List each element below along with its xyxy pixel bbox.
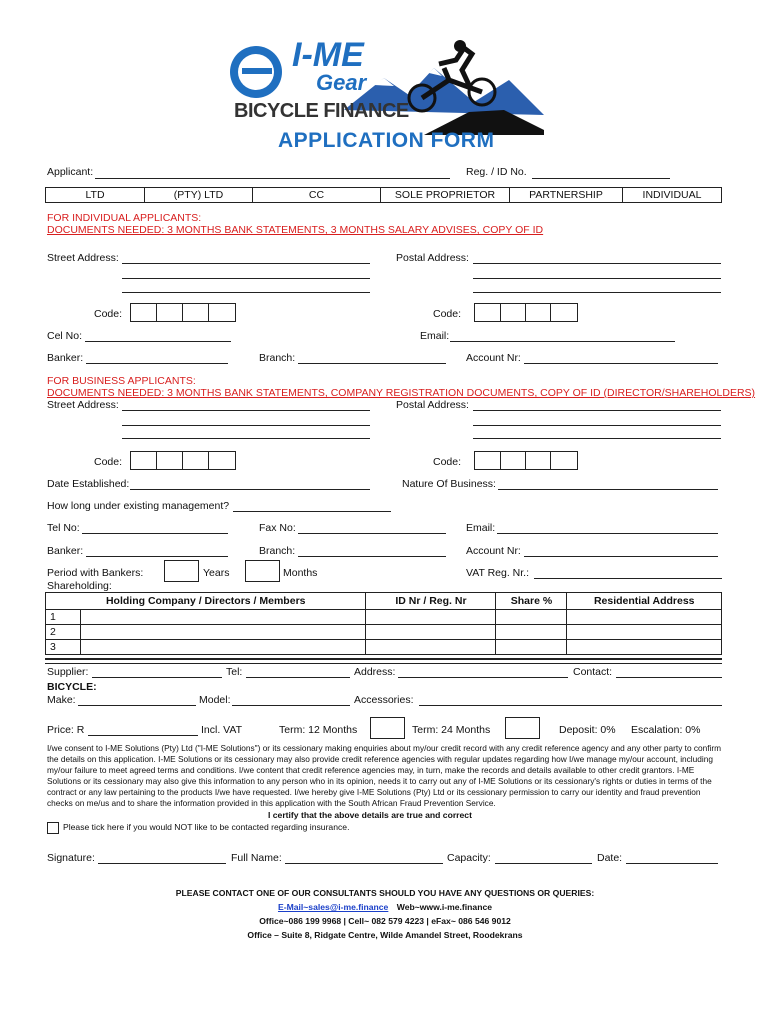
term12-label: Term: 12 Months	[279, 724, 358, 736]
bus-postal-field-1[interactable]	[473, 410, 721, 411]
certify-text: I certify that the above details are true and correct	[268, 810, 472, 820]
bus-nature-label: Nature Of Business:	[402, 478, 496, 490]
escalation-label: Escalation: 0%	[631, 724, 701, 736]
address-cell[interactable]	[567, 610, 722, 625]
footer	[0, 886, 770, 942]
bus-management-field[interactable]	[233, 511, 391, 512]
applicant-field[interactable]	[95, 178, 450, 179]
supplier-address-field[interactable]	[398, 677, 568, 678]
bus-tel-label: Tel No:	[47, 522, 80, 534]
ind-street-field-3[interactable]	[122, 292, 370, 293]
entity-type-pty-ltd[interactable]: (PTY) LTD	[145, 188, 253, 203]
ind-branch-label: Branch:	[259, 352, 296, 364]
bus-account-field[interactable]	[524, 556, 718, 557]
model-label: Model:	[199, 694, 231, 706]
logo-brand: I-ME	[292, 36, 364, 74]
make-label: Make:	[47, 694, 76, 706]
logo-sub: Gear	[316, 70, 367, 95]
bicycle-heading: BICYCLE:	[47, 681, 97, 693]
signature-label: Signature:	[47, 852, 95, 864]
supplier-field[interactable]	[92, 677, 222, 678]
bus-account-label: Account Nr:	[466, 545, 521, 557]
make-field[interactable]	[78, 705, 196, 706]
address-cell[interactable]	[567, 625, 722, 640]
price-label: Price: R	[47, 724, 85, 736]
sig-date-label: Date:	[597, 852, 623, 864]
bus-period-label: Period with Bankers:	[47, 567, 144, 579]
ind-postal-field-1[interactable]	[473, 263, 721, 264]
footer-web: Web~www.i-me.finance	[396, 902, 493, 912]
header-share: Share %	[496, 593, 567, 610]
shareholding-table	[45, 592, 722, 655]
bus-branch-label: Branch:	[259, 545, 296, 557]
business-docs: DOCUMENTS NEEDED: 3 MONTHS BANK STATEMENTS, COMPANY REGISTRATION DOCUMENTS, COPY OF ID (DIRECTOR/SHAREHOLDERS)	[47, 387, 756, 399]
share-cell[interactable]	[496, 625, 567, 640]
entity-type-individual[interactable]: INDIVIDUAL	[623, 188, 722, 203]
bus-street-field-1[interactable]	[122, 410, 370, 411]
business-heading: FOR BUSINESS APPLICANTS:	[47, 375, 196, 387]
reg-id-label: Reg. / ID No.	[466, 166, 527, 178]
footer-contact-note: PLEASE CONTACT ONE OF OUR CONSULTANTS SHOULD YOU HAVE ANY QUESTIONS OR QUERIES:	[175, 888, 595, 898]
insurance-checkbox[interactable]	[47, 822, 59, 834]
shareholding-label: Shareholding:	[47, 580, 112, 592]
id-cell[interactable]	[366, 640, 496, 655]
bus-email-label: Email:	[466, 522, 496, 534]
footer-office: Office – Suite 8, Ridgate Centre, Wilde Amandel Street, Roodekrans	[247, 930, 523, 940]
holding-cell[interactable]	[81, 640, 366, 655]
bus-date-field[interactable]	[130, 489, 370, 490]
header-address: Residential Address	[567, 593, 722, 610]
section-divider	[45, 658, 722, 664]
ind-postal-field-2[interactable]	[473, 278, 721, 279]
bus-postal-field-3[interactable]	[473, 438, 721, 439]
bus-years-label: Years	[203, 567, 230, 579]
header-id: ID Nr / Reg. Nr	[366, 593, 496, 610]
deposit-label: Deposit: 0%	[559, 724, 616, 736]
holding-cell[interactable]	[81, 625, 366, 640]
bus-period-years-box[interactable]	[164, 560, 199, 582]
entity-type-partnership[interactable]: PARTNERSHIP	[510, 188, 623, 203]
capacity-field[interactable]	[495, 863, 592, 864]
bus-street-field-3[interactable]	[122, 438, 370, 439]
model-field[interactable]	[232, 705, 350, 706]
header-holding: Holding Company / Directors / Members	[46, 593, 366, 610]
sig-date-field[interactable]	[626, 863, 718, 864]
bus-branch-field[interactable]	[298, 556, 446, 557]
individual-docs: DOCUMENTS NEEDED: 3 MONTHS BANK STATEMENTS, 3 MONTHS SALARY ADVISES, COPY OF ID	[47, 224, 544, 236]
bus-vat-field[interactable]	[534, 578, 722, 579]
ind-banker-label: Banker:	[47, 352, 84, 364]
ind-postal-field-3[interactable]	[473, 292, 721, 293]
bus-fax-field[interactable]	[298, 533, 446, 534]
ind-street-field-1[interactable]	[122, 263, 370, 264]
bus-postal-field-2[interactable]	[473, 425, 721, 426]
bus-street-code-label: Code:	[94, 456, 123, 468]
address-cell[interactable]	[567, 640, 722, 655]
shareholding-header-row	[46, 593, 722, 610]
ind-banker-field[interactable]	[86, 363, 228, 364]
fullname-field[interactable]	[285, 863, 443, 864]
bus-banker-field[interactable]	[86, 556, 228, 557]
reg-id-field[interactable]	[532, 178, 670, 179]
ind-account-label: Account Nr:	[466, 352, 521, 364]
supplier-contact-field[interactable]	[616, 677, 722, 678]
capacity-label: Capacity:	[447, 852, 491, 864]
bus-postal-code-box[interactable]	[474, 451, 578, 470]
share-cell[interactable]	[496, 640, 567, 655]
consent-text: I/we consent to I-ME Solutions (Pty) Ltd ("I-ME Solutions") or its cessionary making enquiries about my/our credit record with any credit reference agency and any other party to confirm the details on this application. I-ME Solutions or its cessionary may also provide credit reference agencies with regular updates regarding how I/we manage my/our account, including my/our failure to meet agreed terms and conditions. I/we content that credit reference agencies may, in turn, make the records and details available to other credit grantors. I-ME Solutions or its cessionary may also give this information to any person who in its opinion, needs it to carry out any of I-ME Solutions or its cessionary's rights or duties in terms of the contract or any law pertaining to the products I/we have requested. I/we hereby give I-ME Solutions (Pty) Ltd or its cessionary permission to carry our identity and fraud prevention checks on me/us and to share the information provided in this application with the South African Fraud Prevention Service.	[47, 743, 722, 808]
ind-cel-label: Cel No:	[47, 330, 83, 342]
bus-nature-field[interactable]	[498, 489, 718, 490]
row-number: 1	[46, 610, 81, 625]
ind-email-label: Email:	[420, 330, 450, 342]
footer-email-link[interactable]: E-Mail~sales@i-me.finance	[277, 902, 389, 912]
ind-account-field[interactable]	[524, 363, 718, 364]
bus-months-label: Months	[283, 567, 318, 579]
ind-email-field[interactable]	[450, 341, 675, 342]
bus-period-months-box[interactable]	[245, 560, 280, 582]
id-cell[interactable]	[366, 610, 496, 625]
ind-postal-code-box[interactable]	[474, 303, 578, 322]
term12-checkbox[interactable]	[370, 717, 405, 739]
applicant-label: Applicant:	[47, 166, 94, 178]
fullname-label: Full Name:	[231, 852, 282, 864]
supplier-contact-label: Contact:	[573, 666, 613, 678]
row-number: 2	[46, 625, 81, 640]
ind-street-label: Street Address:	[47, 252, 119, 264]
ind-street-field-2[interactable]	[122, 278, 370, 279]
entity-type-cc[interactable]: CC	[253, 188, 381, 203]
ind-postal-label: Postal Address:	[396, 252, 469, 264]
supplier-address-label: Address:	[354, 666, 396, 678]
bus-vat-label: VAT Reg. Nr.:	[466, 567, 530, 579]
logo	[224, 36, 554, 135]
form-title: APPLICATION FORM	[278, 129, 495, 152]
bus-fax-label: Fax No:	[259, 522, 296, 534]
footer-email-web-line	[0, 900, 770, 914]
bus-postal-label: Postal Address:	[396, 399, 469, 411]
bus-street-code-box[interactable]	[130, 451, 236, 470]
entity-type-ltd[interactable]: LTD	[46, 188, 145, 203]
row-number: 3	[46, 640, 81, 655]
entity-type-sole-proprietor[interactable]: SOLE PROPRIETOR	[381, 188, 510, 203]
bus-postal-code-label: Code:	[433, 456, 462, 468]
bus-management-label: How long under existing management?	[47, 500, 230, 512]
supplier-tel-label: Tel:	[226, 666, 243, 678]
price-field[interactable]	[88, 735, 198, 736]
ind-cel-field[interactable]	[85, 341, 231, 342]
term24-label: Term: 24 Months	[412, 724, 491, 736]
insurance-opt-out-label: Please tick here if you would NOT like to be contacted regarding insurance.	[63, 822, 350, 832]
logo-tagline: BICYCLE FINANCE	[234, 100, 409, 122]
bus-date-label: Date Established:	[47, 478, 130, 490]
footer-phones: Office~086 199 9968 | Cell~ 082 579 4223 | eFax~ 086 546 9012	[259, 916, 511, 926]
bus-street-label: Street Address:	[47, 399, 119, 411]
ind-branch-field[interactable]	[298, 363, 446, 364]
individual-heading: FOR INDIVIDUAL APPLICANTS:	[47, 212, 202, 224]
entity-type-table	[45, 187, 722, 203]
bus-tel-field[interactable]	[82, 533, 228, 534]
share-cell[interactable]	[496, 610, 567, 625]
supplier-tel-field[interactable]	[246, 677, 350, 678]
id-cell[interactable]	[366, 625, 496, 640]
table-row	[46, 625, 722, 640]
supplier-label: Supplier:	[47, 666, 89, 678]
incl-vat-label: Incl. VAT	[201, 724, 243, 736]
signature-field[interactable]	[98, 863, 226, 864]
term24-checkbox[interactable]	[505, 717, 540, 739]
holding-cell[interactable]	[81, 610, 366, 625]
ind-street-code-box[interactable]	[130, 303, 236, 322]
bus-email-field[interactable]	[497, 533, 718, 534]
ind-postal-code-label: Code:	[433, 308, 462, 320]
table-row	[46, 610, 722, 625]
ind-street-code-label: Code:	[94, 308, 123, 320]
bus-banker-label: Banker:	[47, 545, 84, 557]
bus-street-field-2[interactable]	[122, 425, 370, 426]
accessories-field[interactable]	[419, 705, 722, 706]
accessories-label: Accessories:	[354, 694, 414, 706]
table-row	[46, 640, 722, 655]
